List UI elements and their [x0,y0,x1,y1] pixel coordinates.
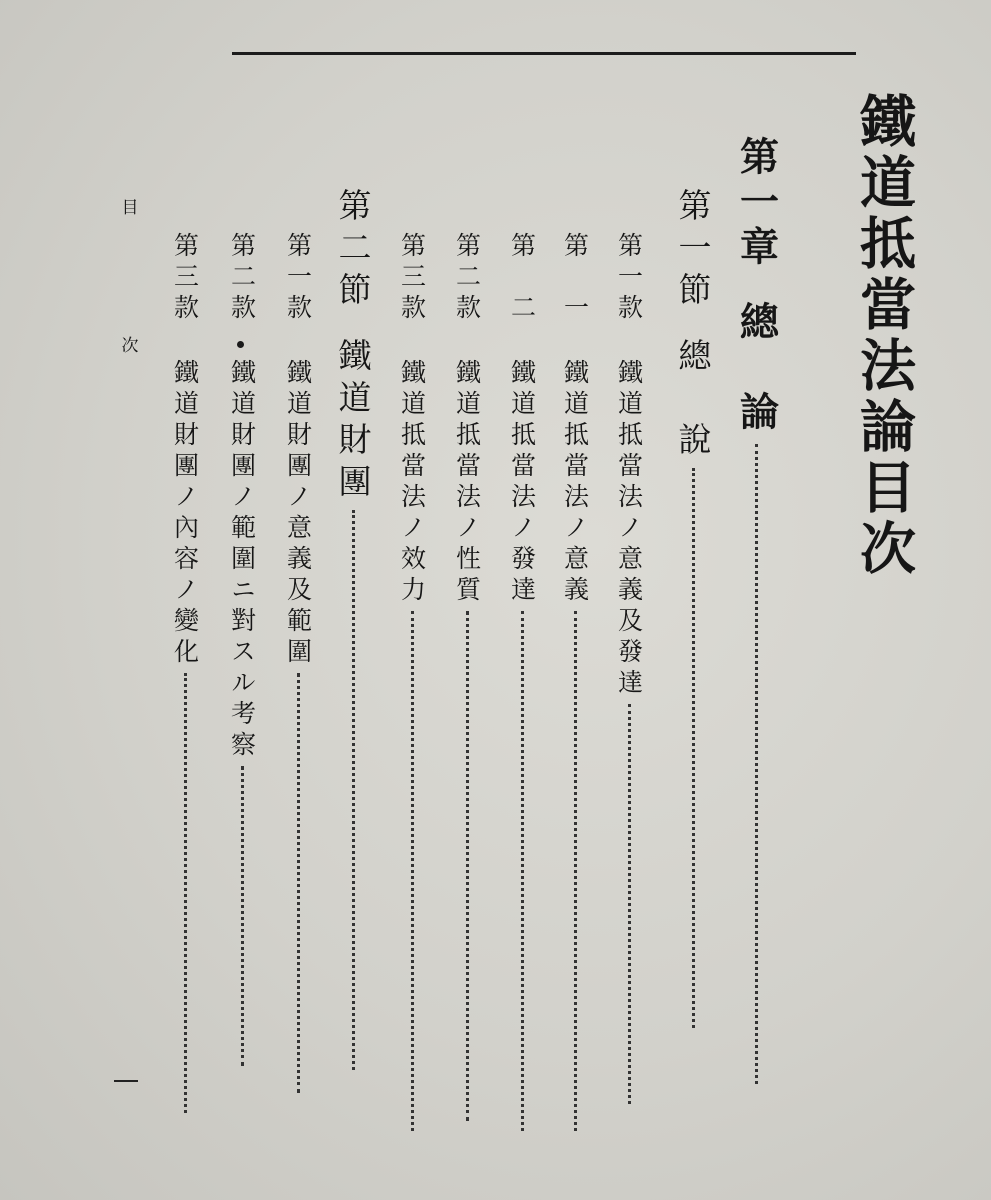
item-label: 第三款 [170,232,200,325]
item-label: 第二款 [227,232,257,325]
page-number [114,1080,138,1082]
leader-dots [574,611,577,1131]
leader-dots [241,766,244,1066]
item-label: 第一款 [283,232,313,325]
leader-dots [628,704,631,1104]
top-rule [232,52,856,55]
section-2-entry [332,188,374,1070]
toc-item [395,232,429,1131]
item-title: 鐵道抵當法ノ意義 [560,359,590,607]
chapter-1-entry [733,136,779,1084]
chapter-label: 第一章 [733,136,780,271]
leader-dots [692,468,695,1028]
toc-item [225,232,259,1066]
section-heading: 鐵道財團 [333,338,373,506]
leader-dots [466,611,469,1121]
toc-item [612,232,646,1104]
section-1-entry [672,188,714,1028]
section-label: 第一節 [673,188,713,314]
toc-item [168,232,202,1113]
leader-dots [755,444,758,1084]
leader-dots [297,673,300,1093]
item-label: 第二款 [452,232,482,325]
item-label: 第一款 [614,232,644,325]
section-label: 第二節 [333,188,373,314]
item-title: 鐵道財團ノ範圍ニ對スル考察 [227,359,257,762]
chapter-heading: 總 論 [733,301,780,436]
section-heading: 總 說 [673,338,713,464]
leader-dots [521,611,524,1131]
leader-dots [411,611,414,1131]
toc-title: 鐵道抵當法論目次 [851,92,917,580]
item-label: 第三款 [397,232,427,325]
item-label: 第 一 [560,232,590,325]
toc-item [450,232,484,1121]
toc-item [281,232,315,1093]
item-title: 鐵道抵當法ノ效力 [397,359,427,607]
bullet-mark [237,341,244,348]
item-label: 第 二 [507,232,537,325]
running-head: 目 次 [117,198,138,405]
leader-dots [352,510,355,1070]
item-title: 鐵道財團ノ意義及範圍 [283,359,313,669]
toc-item [505,232,539,1131]
item-title: 鐵道抵當法ノ發達 [507,359,537,607]
toc-item [558,232,592,1131]
item-title: 鐵道財團ノ內容ノ變化 [170,359,200,669]
item-title: 鐵道抵當法ノ意義及發達 [614,359,644,700]
item-title: 鐵道抵當法ノ性質 [452,359,482,607]
leader-dots [184,673,187,1113]
